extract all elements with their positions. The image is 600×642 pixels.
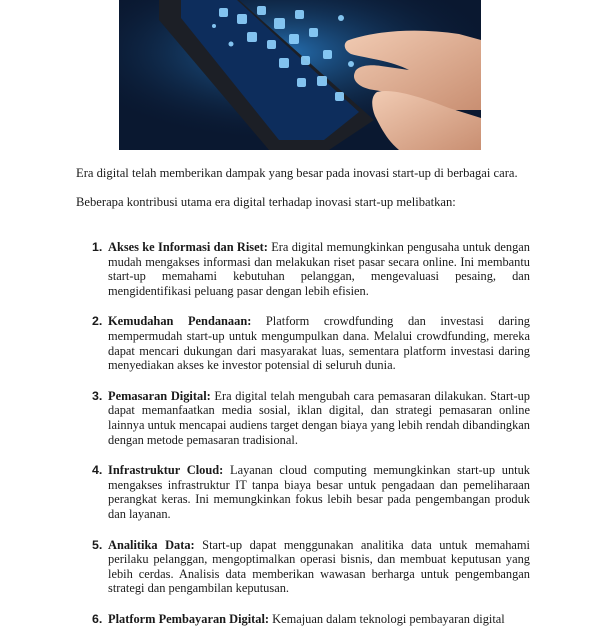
list-item xyxy=(76,463,530,521)
item-text: Era digital telah mengubah cara pemasaran dilakukan. Start-up dapat memanfaatkan media sosial, iklan digital, dan strategi pemasaran online lainnya untuk mencapai audiens target dengan biaya yang lebih rendah dibandingkan dengan metode pemasaran tradisional. xyxy=(108,388,530,447)
lead-paragraph: Beberapa kontribusi utama era digital terhadap inovasi start-up melibatkan: xyxy=(76,195,456,209)
item-text: Platform crowdfunding dan investasi daring mempermudah start-up untuk mengumpulkan dana. Melalui crowdfunding, mereka dapat mencari dukungan dari masyarakat luas, sementara platform investasi daring menyediakan akses ke investor potensial di seluruh dunia. xyxy=(108,314,531,373)
list-item xyxy=(76,612,530,627)
hero-image xyxy=(119,0,481,150)
item-number: 1. xyxy=(92,240,103,254)
tablet-illustration xyxy=(119,0,481,150)
item-number: 6. xyxy=(92,611,103,626)
contribution-list xyxy=(76,240,530,642)
item-term: Akses ke Informasi dan Riset: xyxy=(108,240,268,254)
list-item xyxy=(76,538,530,596)
list-item xyxy=(76,314,530,372)
item-term: Infrastruktur Cloud: xyxy=(108,463,224,478)
list-item xyxy=(76,389,530,447)
item-number: 3. xyxy=(92,388,103,403)
item-text: Layanan cloud computing memungkinkan start-up untuk mengakses infrastruktur IT tanpa biaya besar untuk pengadaan dan pemeliharaan perangkat keras. Ini memungkinkan fokus lebih besar pada pengembangan produk dan layanan. xyxy=(108,463,530,521)
item-text: Kemajuan dalam teknologi pembayaran digital xyxy=(269,611,505,626)
list-item xyxy=(76,240,530,298)
item-term: Platform Pembayaran Digital: xyxy=(108,611,270,626)
item-number: 4. xyxy=(92,463,103,478)
item-text: Era digital memungkinkan pengusaha untuk dengan mudah mengakses informasi dan melakukan riset pasar secara online. Ini membantu start-up memahami kebutuhan pelanggan, mengevaluasi pesaing, dan mengidentifikasi peluang pasar dengan lebih efisien. xyxy=(108,240,531,298)
intro-paragraph: Era digital telah memberikan dampak yang besar pada inovasi start-up di berbagai cara. xyxy=(76,166,518,180)
item-number: 5. xyxy=(92,537,103,552)
item-number: 2. xyxy=(92,314,103,329)
item-term: Pemasaran Digital: xyxy=(108,388,211,403)
item-text: Start-up dapat menggunakan analitika data untuk memahami perilaku pelanggan, mengoptimalkan operasi bisnis, dan membuat keputusan yang lebih cerdas. Analisis data memberikan wawasan berharga untuk pengembangan strategi dan pengambilan keputusan. xyxy=(108,537,530,596)
item-term: Kemudahan Pendanaan: xyxy=(108,314,252,329)
item-term: Analitika Data: xyxy=(108,537,195,552)
